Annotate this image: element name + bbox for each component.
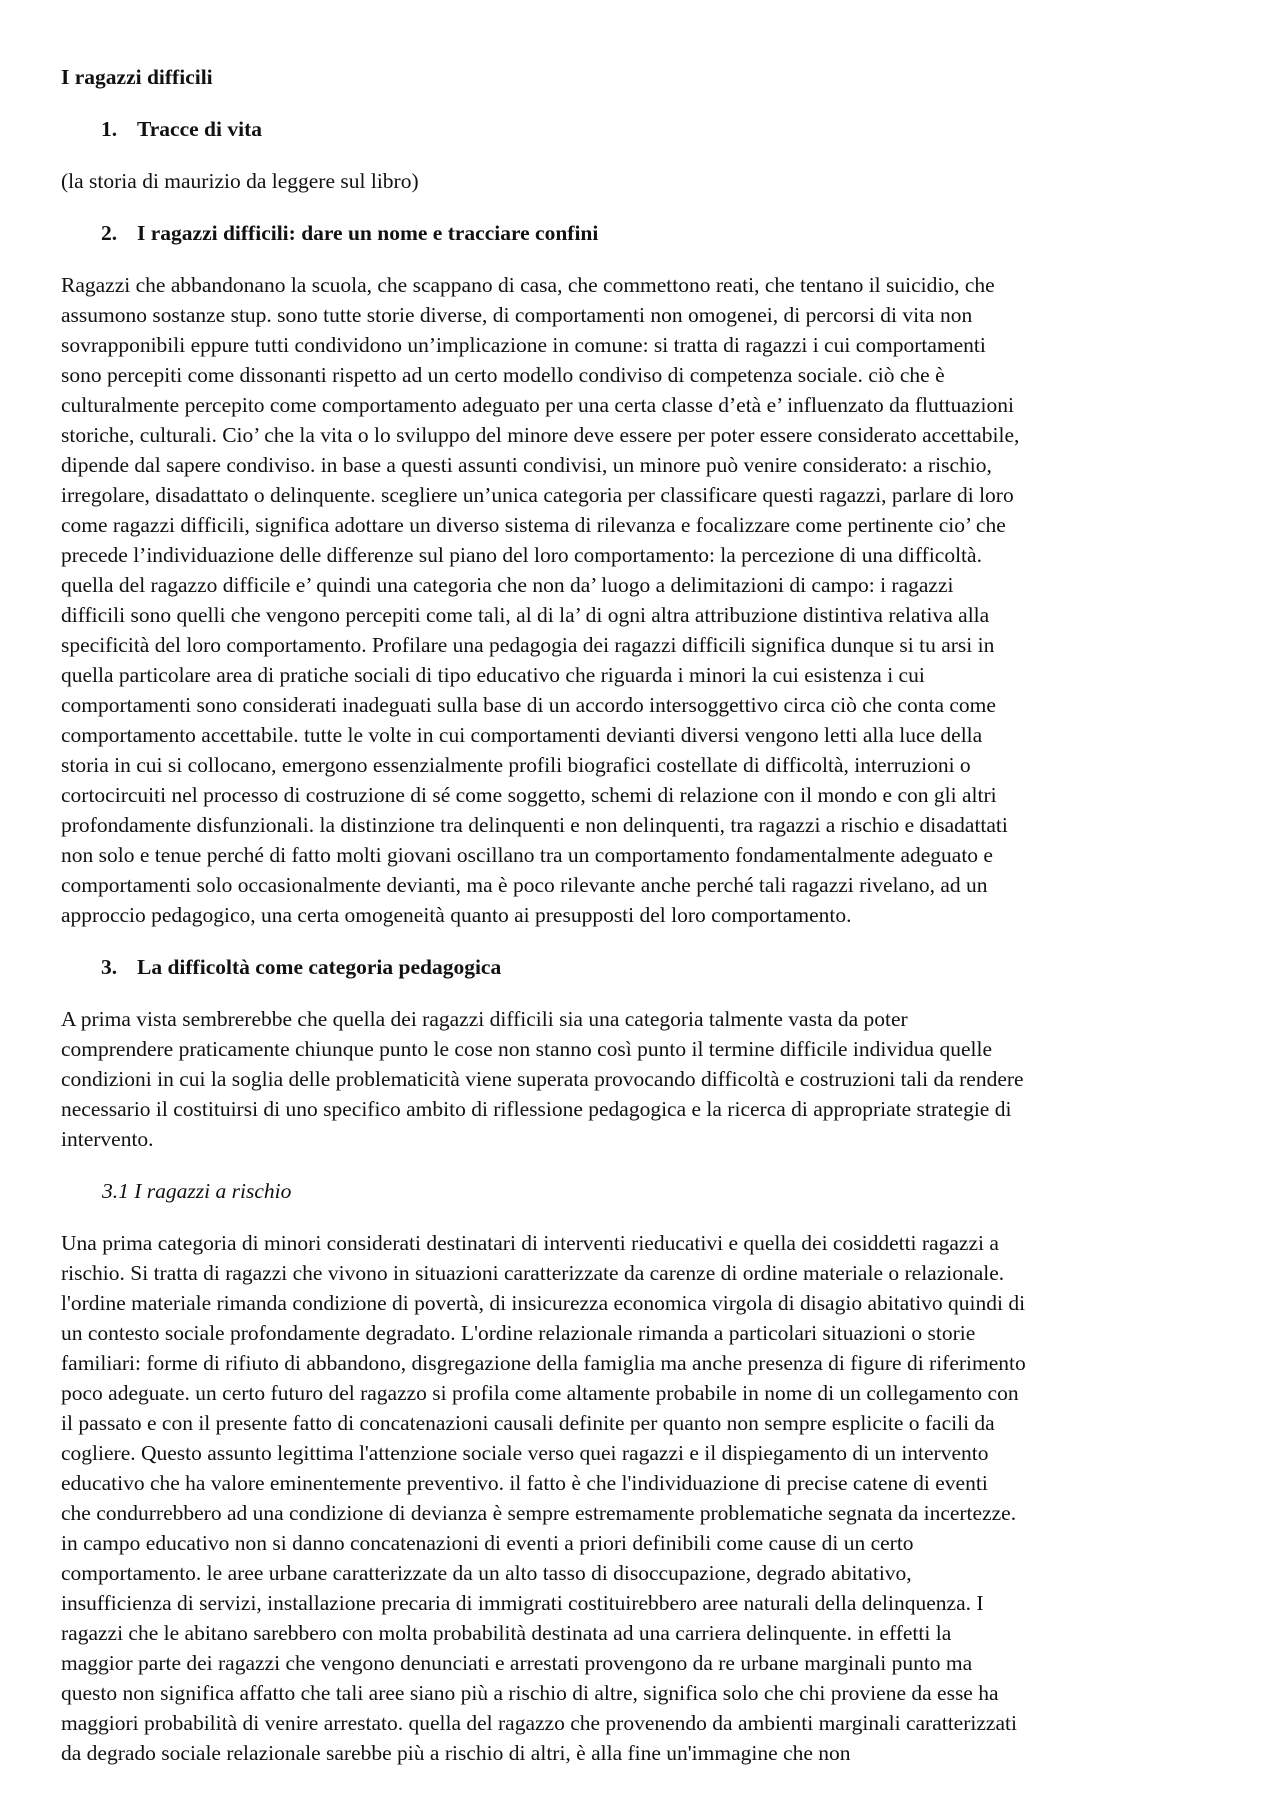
section-heading-1 xyxy=(61,114,1231,144)
text-line: necessario il costituirsi di uno specifico ambito di riflessione pedagogica e la ricerca di appropriate strategie di xyxy=(61,1097,1012,1121)
section-number: 3. xyxy=(101,955,118,979)
section-heading-text: I ragazzi difficili: dare un nome e tracciare confini xyxy=(137,221,599,245)
text-line: storia in cui si collocano, emergono essenzialmente profili biografici costellate di difficoltà, interruzioni o xyxy=(61,753,971,777)
section-heading-2 xyxy=(61,218,1231,248)
text-line: A prima vista sembrerebbe che quella dei ragazzi difficili sia una categoria talmente vasta da poter xyxy=(61,1007,908,1031)
text-line: difficili sono quelli che vengono percepiti come tali, al di la’ di ogni altra attribuzione distintiva relativa alla xyxy=(61,603,990,627)
section-heading-3 xyxy=(61,952,1231,982)
text-line: Ragazzi che abbandonano la scuola, che scappano di casa, che commettono reati, che tentano il suicidio, che xyxy=(61,273,995,297)
text-line: maggiori probabilità di venire arrestato. quella del ragazzo che provenendo da ambienti marginali caratterizzati xyxy=(61,1711,1017,1735)
text-line: non solo e tenue perché di fatto molti giovani oscillano tra un comportamento fondamentalmente adeguato e xyxy=(61,843,993,867)
text-line: precede l’individuazione delle differenze sul piano del loro comportamento: la percezione di una difficoltà. xyxy=(61,543,982,567)
text-line: questo non significa affatto che tali aree siano più a rischio di altre, significa solo che chi proviene da esse ha xyxy=(61,1681,999,1705)
text-line: poco adeguate. un certo futuro del ragazzo si profila come altamente probabile in nome di un collegamento con xyxy=(61,1381,1019,1405)
document-title: I ragazzi difficili xyxy=(61,65,213,89)
text-line: educativo che ha valore eminentemente preventivo. il fatto è che l'individuazione di precise catene di eventi xyxy=(61,1471,988,1495)
text-line: storiche, culturali. Cio’ che la vita o lo sviluppo del minore deve essere per poter essere considerato accettabile, xyxy=(61,423,1020,447)
text-line: l'ordine materiale rimanda condizione di povertà, di insicurezza economica virgola di disagio abitativo quindi di xyxy=(61,1291,1026,1315)
text-line: rischio. Si tratta di ragazzi che vivono in situazioni caratterizzate da carenze di ordine materiale o relazionale. xyxy=(61,1261,1005,1285)
text-line: irregolare, disadattato o delinquente. scegliere un’unica categoria per classificare questi ragazzi, parlare di loro xyxy=(61,483,1014,507)
text-line: profondamente disfunzionali. la distinzione tra delinquenti e non delinquenti, tra ragazzi a rischio e disadattati xyxy=(61,813,1008,837)
text-line: cogliere. Questo assunto legittima l'attenzione sociale verso quei ragazzi e il dispiegamento di un intervento xyxy=(61,1441,989,1465)
text-line: comportamenti sono considerati inadeguati sulla base di un accordo intersoggettivo circa ciò che conta come xyxy=(61,693,996,717)
section-heading-text: La difficoltà come categoria pedagogica xyxy=(137,955,502,979)
paragraph-section-3 xyxy=(61,1004,1231,1154)
text-line: cortocircuiti nel processo di costruzione di sé come soggetto, schemi di relazione con il mondo e con gli altri xyxy=(61,783,997,807)
section-number: 1. xyxy=(101,117,118,141)
text-line: il passato e con il presente fatto di concatenazioni causali definite per quanto non sempre esplicite o facili da xyxy=(61,1411,995,1435)
text-line: ragazzi che le abitano sarebbero con molta probabilità destinata ad una carriera delinquente. in effetti la xyxy=(61,1621,952,1645)
text-line: sono percepiti come dissonanti rispetto ad un certo modello condiviso di competenza sociale. ciò che è xyxy=(61,363,945,387)
text-line: comportamento accettabile. tutte le volte in cui comportamenti devianti diversi vengono letti alla luce della xyxy=(61,723,983,747)
section-number: 2. xyxy=(101,221,118,245)
text-line: comportamento. le aree urbane caratterizzate da un alto tasso di disoccupazione, degrado abitativo, xyxy=(61,1561,912,1585)
text-line: Una prima categoria di minori considerati destinatari di interventi rieducativi e quella dei cosiddetti ragazzi a xyxy=(61,1231,999,1255)
text-line: da degrado sociale relazionale sarebbe più a rischio di altri, è alla fine un'immagine che non xyxy=(61,1741,851,1765)
text-line: un contesto sociale profondamente degradato. L'ordine relazionale rimanda a particolari situazioni o storie xyxy=(61,1321,976,1345)
text-line: sovrapponibili eppure tutti condividono un’implicazione in comune: si tratta di ragazzi i cui comportamenti xyxy=(61,333,986,357)
text-line: comprendere praticamente chiunque punto le cose non stanno così punto il termine difficile individua quelle xyxy=(61,1037,992,1061)
text-line: comportamenti solo occasionalmente devianti, ma è poco rilevante anche perché tali ragazzi rivelano, ad un xyxy=(61,873,988,897)
text-line: familiari: forme di rifiuto di abbandono, disgregazione della famiglia ma anche presenza di figure di riferimento xyxy=(61,1351,1026,1375)
text-line: intervento. xyxy=(61,1127,154,1151)
section-note: (la storia di maurizio da leggere sul libro) xyxy=(61,169,419,193)
text-line: approccio pedagogico, una certa omogeneità quanto ai presupposti del loro comportamento. xyxy=(61,903,852,927)
paragraph-section-2 xyxy=(61,270,1231,930)
text-line: quella particolare area di pratiche sociali di tipo educativo che riguarda i minori la cui esistenza i cui xyxy=(61,663,925,687)
paragraph-section-3-1 xyxy=(61,1228,1231,1768)
text-line: che condurrebbero ad una condizione di devianza è sempre estremamente problematiche segnata da incertezze. xyxy=(61,1501,1017,1525)
section-heading-text: Tracce di vita xyxy=(137,117,262,141)
text-line: condizioni in cui la soglia delle problematicità viene superata provocando difficoltà e costruzioni tali da rendere xyxy=(61,1067,1024,1091)
text-line: quella del ragazzo difficile e’ quindi una categoria che non da’ luogo a delimitazioni di campo: i ragazzi xyxy=(61,573,954,597)
document-page xyxy=(61,62,1231,1790)
text-line: in campo educativo non si danno concatenazioni di eventi a priori definibili come cause di un certo xyxy=(61,1531,914,1555)
text-line: culturalmente percepito come comportamento adeguato per una certa classe d’età e’ influenzato da fluttuazioni xyxy=(61,393,1014,417)
text-line: assumono sostanze stup. sono tutte storie diverse, di comportamenti non omogenei, di percorsi di vita non xyxy=(61,303,973,327)
text-line: maggior parte dei ragazzi che vengono denunciati e arrestati provengono da re urbane marginali punto ma xyxy=(61,1651,973,1675)
text-line: insufficienza di servizi, installazione precaria di immigrati costituirebbero aree naturali della delinquenza. I xyxy=(61,1591,984,1615)
text-line: come ragazzi difficili, significa adottare un diverso sistema di rilevanza e focalizzare come pertinente cio’ che xyxy=(61,513,1006,537)
text-line: dipende dal sapere condiviso. in base a questi assunti condivisi, un minore può venire considerato: a rischio, xyxy=(61,453,992,477)
subsection-heading-3-1: 3.1 I ragazzi a rischio xyxy=(102,1179,292,1203)
text-line: specificità del loro comportamento. Profilare una pedagogia dei ragazzi difficili significa dunque si tu arsi in xyxy=(61,633,995,657)
